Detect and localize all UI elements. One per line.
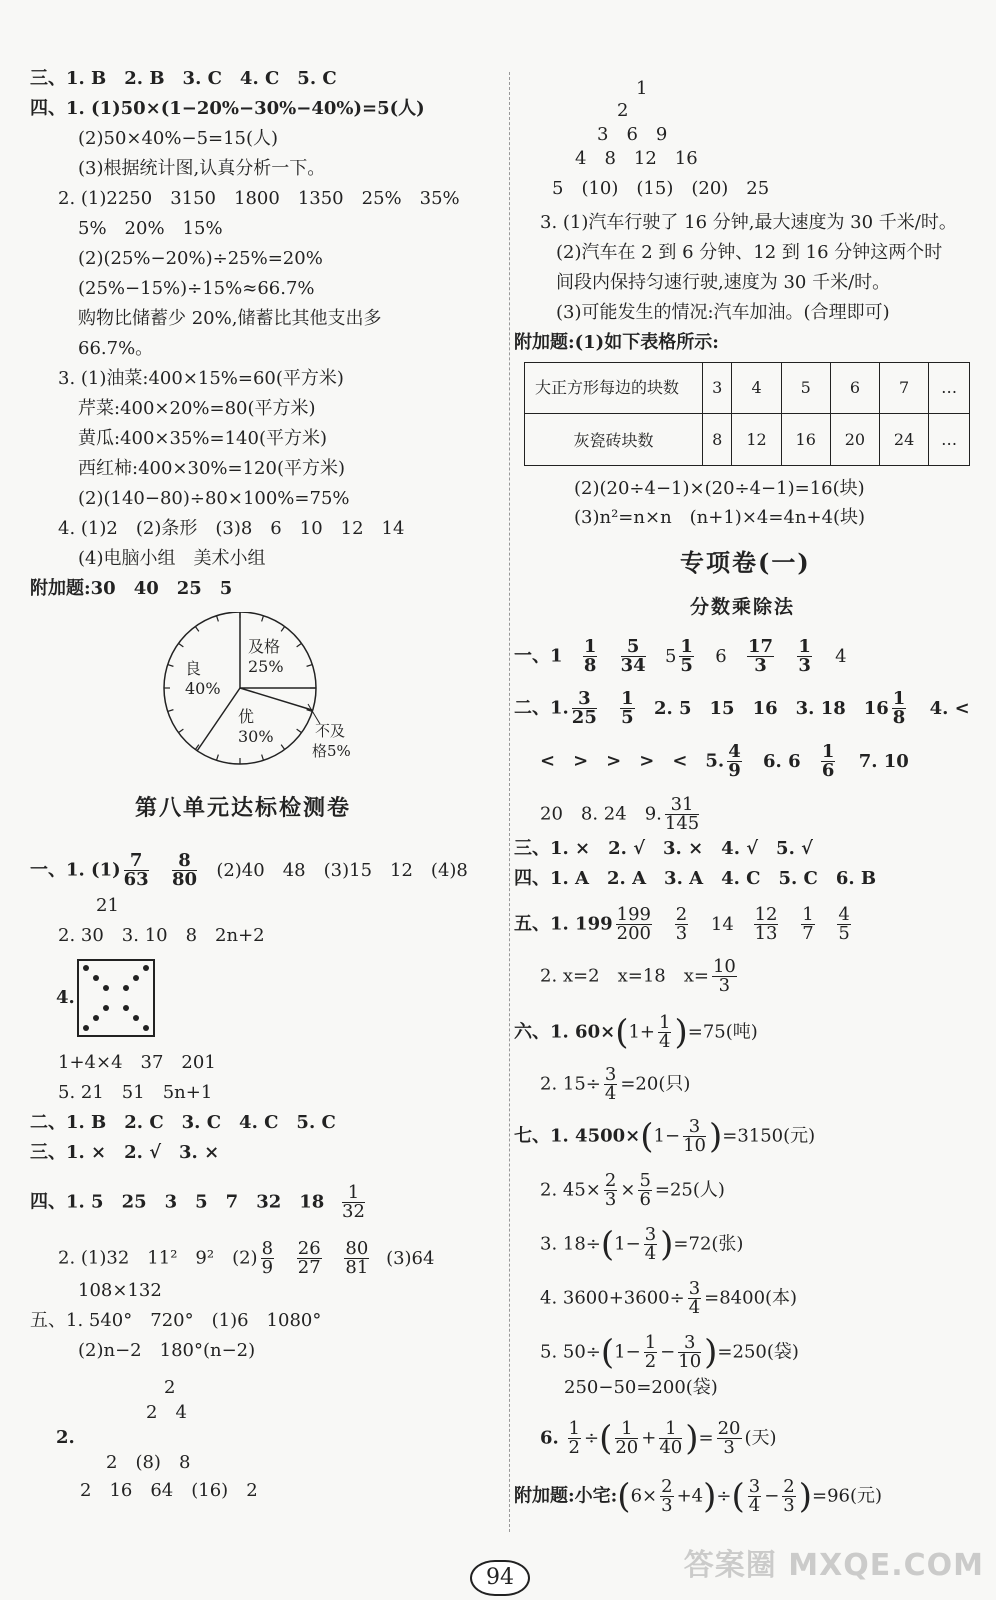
pie-tick <box>297 729 302 733</box>
l13: 黄瓜:400×35%=140(平方米) <box>78 428 327 449</box>
s4: 20 8. 24 9. <box>540 803 662 825</box>
num: 8 <box>261 1238 274 1259</box>
den: 5 <box>621 707 634 728</box>
e3: 2. 30 3. 10 8 2n+2 <box>58 925 265 946</box>
s18a: 附加题:小宅: <box>514 1485 618 1507</box>
s12a: 2. 45× <box>540 1179 601 1201</box>
pie-tick <box>281 627 285 632</box>
pie-label-fail-2: 格5% <box>312 742 351 760</box>
rtri-5: 5 (10) (15) (20) 25 <box>552 178 770 199</box>
num: 3 <box>678 1334 701 1353</box>
num: 12 <box>754 904 778 925</box>
fraction <box>659 1420 682 1457</box>
num: 1 <box>798 636 811 657</box>
table-cell: 4 <box>732 363 781 414</box>
num: 2 <box>604 1170 617 1191</box>
table-row <box>525 413 970 465</box>
s3-row <box>540 743 909 780</box>
dot <box>103 1005 109 1011</box>
table-cell: 8 <box>703 413 732 465</box>
page-number: 94 <box>470 1560 530 1596</box>
den: 6 <box>821 760 835 781</box>
num: 20 <box>717 1418 741 1439</box>
fraction <box>620 690 635 727</box>
s14c: =8400(本) <box>704 1287 798 1309</box>
den: 3 <box>604 1189 617 1210</box>
s11a: 七、1. 4500× <box>514 1125 641 1147</box>
s15-row: 5. 50÷(1− $\frac{1}{2}$ − $\frac{3}{10}$ )=250(袋) <box>540 1332 799 1373</box>
pie-label-pass: 及格 <box>248 637 281 656</box>
s10c: =20(只) <box>620 1073 691 1095</box>
num: 3 <box>683 1118 706 1137</box>
l1: 三、1. B 2. B 3. C 4. C 5. C <box>30 68 337 89</box>
tri-2: 2 4 <box>146 1402 187 1423</box>
fraction <box>644 1226 657 1263</box>
l5: 2. (1)2250 3150 1800 1350 25% 35% <box>58 188 460 209</box>
s18-row: 附加题:小宅:(6× $\frac{2}{3}$ +4)÷( $\frac{3}{4}$ − $\frac{2}{3}$ )=96(元) <box>514 1476 883 1517</box>
fraction <box>801 906 814 943</box>
fraction <box>821 743 836 780</box>
dot <box>143 965 149 971</box>
dot <box>123 985 129 991</box>
fraction <box>782 1478 795 1515</box>
s15a: 5. 50÷ <box>540 1341 601 1363</box>
den: 3 <box>798 655 811 676</box>
pie-label-good: 良 <box>185 659 202 678</box>
pie-pct-pass: 25% <box>248 657 284 676</box>
fraction <box>683 1118 706 1155</box>
s9b: 1+ <box>628 1021 656 1043</box>
s11c: =3150(元) <box>722 1125 816 1147</box>
l17: (4)电脑小组 美术小组 <box>78 548 266 569</box>
fraction <box>679 638 694 675</box>
den: 3 <box>718 975 731 996</box>
s17c: (天) <box>744 1427 777 1449</box>
den: 145 <box>664 813 700 834</box>
num: 1 <box>680 636 693 657</box>
e14: 2. <box>56 1427 75 1448</box>
pie-tick <box>281 745 285 750</box>
l11: 3. (1)油菜:400×15%=60(平方米) <box>58 368 344 389</box>
pie-tick <box>168 665 174 667</box>
den: 3 <box>783 1495 795 1516</box>
pie-label-fail-1: 不及 <box>315 722 346 740</box>
s10-row <box>540 1066 690 1103</box>
dot <box>123 1005 129 1011</box>
e10b: (3)64 <box>386 1247 435 1269</box>
den: 8 <box>892 707 906 728</box>
e6: 5. 21 51 5n+1 <box>58 1082 213 1103</box>
pie-pct-good: 40% <box>185 679 221 698</box>
tri-1: 2 <box>164 1377 176 1398</box>
dot <box>83 965 89 971</box>
s2e: 4. < <box>929 697 970 719</box>
l16: 4. (1)2 (2)条形 (3)8 6 10 12 14 <box>58 518 405 539</box>
s9c: =75(吨) <box>687 1021 758 1043</box>
rtri-4: 4 8 12 16 <box>575 148 698 169</box>
fraction <box>660 1478 673 1515</box>
s3: < > > > < 5. <box>540 750 725 772</box>
pie-tick <box>262 616 264 622</box>
s2t: 2. 5 15 16 3. 18 16 <box>653 697 889 719</box>
num: 3 <box>604 1064 617 1085</box>
table-cell: … <box>929 413 970 465</box>
num: 4 <box>728 741 741 762</box>
s12-row: 2. 45× $\frac{2}{3}$ × $\frac{5}{6}$ =25(人) <box>540 1170 725 1210</box>
s2: 二、1. <box>514 697 569 719</box>
table-cell: 3 <box>703 363 732 414</box>
s8: 2. x=2 x=18 x= <box>540 965 709 987</box>
den: 4 <box>644 1243 657 1264</box>
pie-tick <box>179 643 184 647</box>
s2-row <box>514 690 970 727</box>
den: 81 <box>345 1257 369 1278</box>
den: 13 <box>754 923 778 944</box>
special-title: 专项卷(一) <box>680 548 811 577</box>
dot <box>93 1015 99 1021</box>
s13-row: 3. 18÷(1− $\frac{3}{4}$ )=72(张) <box>540 1224 744 1265</box>
fraction <box>717 1420 742 1457</box>
fraction <box>748 1478 761 1515</box>
watermark: 答案圈 MXQE.COM <box>683 1548 984 1583</box>
dot <box>143 1025 149 1031</box>
table-cell: 5 <box>781 363 830 414</box>
num: 4 <box>838 904 850 925</box>
den: 3 <box>661 1495 673 1516</box>
den: 200 <box>616 923 651 944</box>
s1-row <box>514 638 847 675</box>
fraction <box>344 1240 369 1277</box>
table-row <box>525 363 970 414</box>
whole: 5 <box>664 645 677 667</box>
s11b: 1− <box>653 1125 681 1147</box>
fraction <box>616 906 652 943</box>
num: 80 <box>345 1238 369 1259</box>
fraction <box>342 1184 365 1221</box>
dot <box>133 1015 139 1021</box>
num: 1 <box>615 1420 638 1439</box>
fraction <box>892 690 907 727</box>
r3: 间段内保持匀速行驶,速度为 30 千米/时。 <box>556 272 891 293</box>
s13c: =72(张) <box>673 1233 744 1255</box>
l8: (25%−15%)÷15%≈66.7% <box>78 278 315 299</box>
e7: 二、1. B 2. C 3. C 4. C 5. C <box>30 1112 336 1133</box>
num: 3 <box>572 690 597 709</box>
fraction <box>604 1172 617 1209</box>
s11-row: 七、1. 4500×(1− $\frac{3}{10}$ )=3150(元) <box>514 1116 816 1157</box>
s17-row: 6. $\frac{1}{2}$ ÷( $\frac{1}{20}$ + $\frac{1}{40}$ )= $\frac{20}{3}$ (天) <box>540 1418 777 1459</box>
dot <box>83 1025 89 1031</box>
den: 9 <box>261 1257 274 1278</box>
e11: 108×132 <box>78 1280 162 1301</box>
rtri-3: 3 6 9 <box>597 124 668 145</box>
pie-tick <box>179 729 184 733</box>
den: 3 <box>754 655 767 676</box>
dot <box>133 975 139 981</box>
table-cell: 24 <box>880 413 929 465</box>
num: 7 <box>124 852 149 871</box>
table-cell: 20 <box>830 413 879 465</box>
e9-row <box>30 1184 368 1221</box>
tri-4: 2 16 64 (16) 2 <box>80 1480 258 1501</box>
den: 9 <box>728 760 741 781</box>
s18c: =96(元) <box>812 1485 883 1507</box>
num: 1 <box>802 904 814 925</box>
e1-row <box>30 852 468 889</box>
fraction <box>583 638 598 675</box>
den: 3 <box>675 923 688 944</box>
fraction <box>797 638 812 675</box>
table-header: 灰瓷砖块数 <box>525 413 703 465</box>
num: 199 <box>616 904 651 925</box>
num: 1 <box>568 1418 580 1439</box>
den: 80 <box>171 869 198 890</box>
table-header: 大正方形每边的块数 <box>525 363 703 414</box>
l18: 附加题:30 40 25 5 <box>30 578 233 599</box>
s13a: 3. 18÷ <box>540 1233 601 1255</box>
num: 2 <box>783 1476 795 1497</box>
e10-row <box>58 1240 434 1277</box>
den: 8 <box>583 655 597 676</box>
den: 4 <box>604 1083 617 1104</box>
num: 31 <box>665 796 699 815</box>
pie-label-excel: 优 <box>238 707 255 726</box>
l6: 5% 20% 15% <box>78 218 223 239</box>
l7: (2)(25%−20%)÷25%=20% <box>78 248 323 269</box>
den: 7 <box>802 923 814 944</box>
fraction <box>727 743 742 780</box>
s9-row: 六、1. 60×(1+ $\frac{1}{4}$ )=75(吨) <box>514 1012 758 1053</box>
den: 32 <box>342 1201 365 1222</box>
table-cell: 16 <box>781 413 830 465</box>
e5: 1+4×4 37 201 <box>58 1052 216 1073</box>
fraction <box>638 1172 651 1209</box>
table-cell: 7 <box>880 363 929 414</box>
den: 2 <box>644 1351 657 1372</box>
num: 3 <box>644 1224 657 1245</box>
fraction <box>754 906 779 943</box>
fraction <box>621 638 646 675</box>
s4-row <box>540 796 702 833</box>
s5: 三、1. × 2. √ 3. × 4. √ 5. √ <box>514 838 813 859</box>
dot <box>103 985 109 991</box>
e4-label: 4. <box>56 987 75 1008</box>
s3e: 7. 10 <box>858 750 909 772</box>
fraction <box>688 1280 701 1317</box>
e10: 2. (1)32 11² 9² (2) <box>58 1247 258 1269</box>
den: 4 <box>748 1495 761 1516</box>
s16: 250−50=200(袋) <box>564 1377 718 1398</box>
e9: 四、1. 5 25 3 5 7 32 18 <box>30 1191 325 1213</box>
special-subtitle: 分数乘除法 <box>690 596 796 618</box>
den: 40 <box>659 1437 683 1458</box>
fraction <box>124 852 149 889</box>
pie-tick <box>217 616 219 622</box>
e2: 21 <box>96 895 119 916</box>
whole: 6 <box>715 645 727 667</box>
fraction <box>747 638 774 675</box>
table-cell: 6 <box>830 363 879 414</box>
e12: 五、1. 540° 720° (1)6 1080° <box>30 1310 322 1331</box>
r2: (2)汽车在 2 到 6 分钟、12 到 16 分钟这两个时 <box>556 242 943 263</box>
l12: 芹菜:400×20%=80(平方米) <box>78 398 316 419</box>
den: 34 <box>620 655 646 676</box>
den: 5 <box>680 655 693 676</box>
s15b: 1− <box>614 1341 641 1363</box>
l3: (2)50×40%−5=15(人) <box>78 128 279 149</box>
den: 25 <box>571 707 597 728</box>
fraction <box>665 796 699 833</box>
table-cell: 12 <box>732 413 781 465</box>
e1-label: 一、1. (1) <box>30 859 121 881</box>
num: 8 <box>172 852 197 871</box>
s15c: =250(袋) <box>717 1341 799 1363</box>
pie-tick <box>195 627 199 632</box>
fraction <box>678 1334 701 1371</box>
s8-row <box>540 958 740 995</box>
num: 1 <box>659 1420 682 1439</box>
s13b: 1− <box>614 1233 641 1255</box>
fraction <box>568 1420 581 1457</box>
num: 5 <box>639 1170 651 1191</box>
num: 1 <box>583 636 597 657</box>
s7t: 14 <box>710 913 734 935</box>
fraction <box>297 1240 322 1277</box>
e13: (2)n−2 180°(n−2) <box>78 1340 256 1361</box>
num: 10 <box>712 956 736 977</box>
num: 1 <box>342 1184 365 1203</box>
l9: 购物比储蓄少 20%,储蓄比其他支出多 <box>78 308 382 329</box>
s10a: 2. 15÷ <box>540 1073 601 1095</box>
pie-tick <box>262 755 264 761</box>
l15: (2)(140−80)÷80×100%=75% <box>78 488 350 509</box>
den: 27 <box>297 1257 321 1278</box>
num: 3 <box>688 1278 701 1299</box>
num: 1 <box>821 741 835 762</box>
e8: 三、1. × 2. √ 3. × <box>30 1142 220 1163</box>
den: 3 <box>723 1437 735 1458</box>
fraction <box>172 852 197 889</box>
l2: 四、1. (1)50×(1−20%−30%−40%)=5(人) <box>30 98 425 119</box>
num: 1 <box>892 688 906 709</box>
rtri-2: 2 <box>617 100 629 121</box>
den: 10 <box>678 1351 702 1372</box>
num: 1 <box>659 1012 671 1033</box>
pie-tick <box>307 665 313 667</box>
num: 26 <box>297 1238 321 1259</box>
fraction <box>261 1240 274 1277</box>
fraction <box>615 1420 638 1457</box>
rtri-1: 1 <box>636 78 648 99</box>
dot <box>93 975 99 981</box>
num: 3 <box>748 1476 761 1497</box>
fraction <box>712 958 737 995</box>
tile-table <box>524 362 970 466</box>
fraction <box>572 690 597 727</box>
fraction <box>658 1014 671 1051</box>
pie-tick <box>168 710 174 712</box>
pie-pct-excel: 30% <box>238 727 274 746</box>
num: 5 <box>621 638 646 657</box>
den: 63 <box>123 869 149 890</box>
s7: 五、1. 199 <box>514 913 613 935</box>
r4: (3)可能发生的情况:汽车加油。(合理即可) <box>556 302 890 323</box>
fraction <box>604 1066 617 1103</box>
l10: 66.7%。 <box>78 338 154 359</box>
fraction <box>644 1334 657 1371</box>
den: 4 <box>659 1031 671 1052</box>
pie-tick <box>217 755 219 761</box>
table-cell: … <box>929 363 970 414</box>
square-dots-figure <box>76 958 156 1038</box>
whole: 4 <box>835 645 847 667</box>
num: 2 <box>675 904 688 925</box>
den: 2 <box>568 1437 580 1458</box>
den: 4 <box>688 1297 701 1318</box>
den: 10 <box>683 1135 706 1156</box>
s1: 一、1 <box>514 645 563 667</box>
l14: 西红柿:400×30%=120(平方米) <box>78 458 345 479</box>
num: 2 <box>661 1476 673 1497</box>
s14a: 4. 3600+3600÷ <box>540 1287 685 1309</box>
r7: (3)n²=n×n (n+1)×4=4n+4(块) <box>574 507 866 528</box>
dots <box>83 965 149 1031</box>
pie-chart <box>160 612 370 772</box>
s9a: 六、1. 60× <box>514 1021 616 1043</box>
num: 1 <box>644 1332 657 1353</box>
den: 6 <box>639 1189 651 1210</box>
r1: 3. (1)汽车行驶了 16 分钟,最大速度为 30 千米/时。 <box>540 212 957 233</box>
s17a: 6. <box>540 1427 559 1449</box>
s12c: =25(人) <box>654 1179 725 1201</box>
fraction <box>675 906 688 943</box>
r5: 附加题:(1)如下表格所示: <box>514 332 719 353</box>
r6: (2)(20÷4−1)×(20÷4−1)=16(块) <box>574 478 865 499</box>
s7-row <box>514 906 854 943</box>
tri-3: 2 (8) 8 <box>106 1452 191 1473</box>
s14-row <box>540 1280 797 1317</box>
s6: 四、1. A 2. A 3. A 4. C 5. C 6. B <box>514 868 877 889</box>
fraction <box>837 906 850 943</box>
l4: (3)根据统计图,认真分析一下。 <box>78 158 326 179</box>
num: 17 <box>747 636 774 657</box>
den: 5 <box>838 923 850 944</box>
s3t: 6. 6 <box>763 750 801 772</box>
e1-rest: (2)40 48 (3)15 12 (4)8 <box>216 859 468 881</box>
unit8-title: 第八单元达标检测卷 <box>135 795 352 821</box>
pie-tick <box>297 643 302 647</box>
den: 20 <box>615 1437 639 1458</box>
num: 1 <box>621 688 634 709</box>
